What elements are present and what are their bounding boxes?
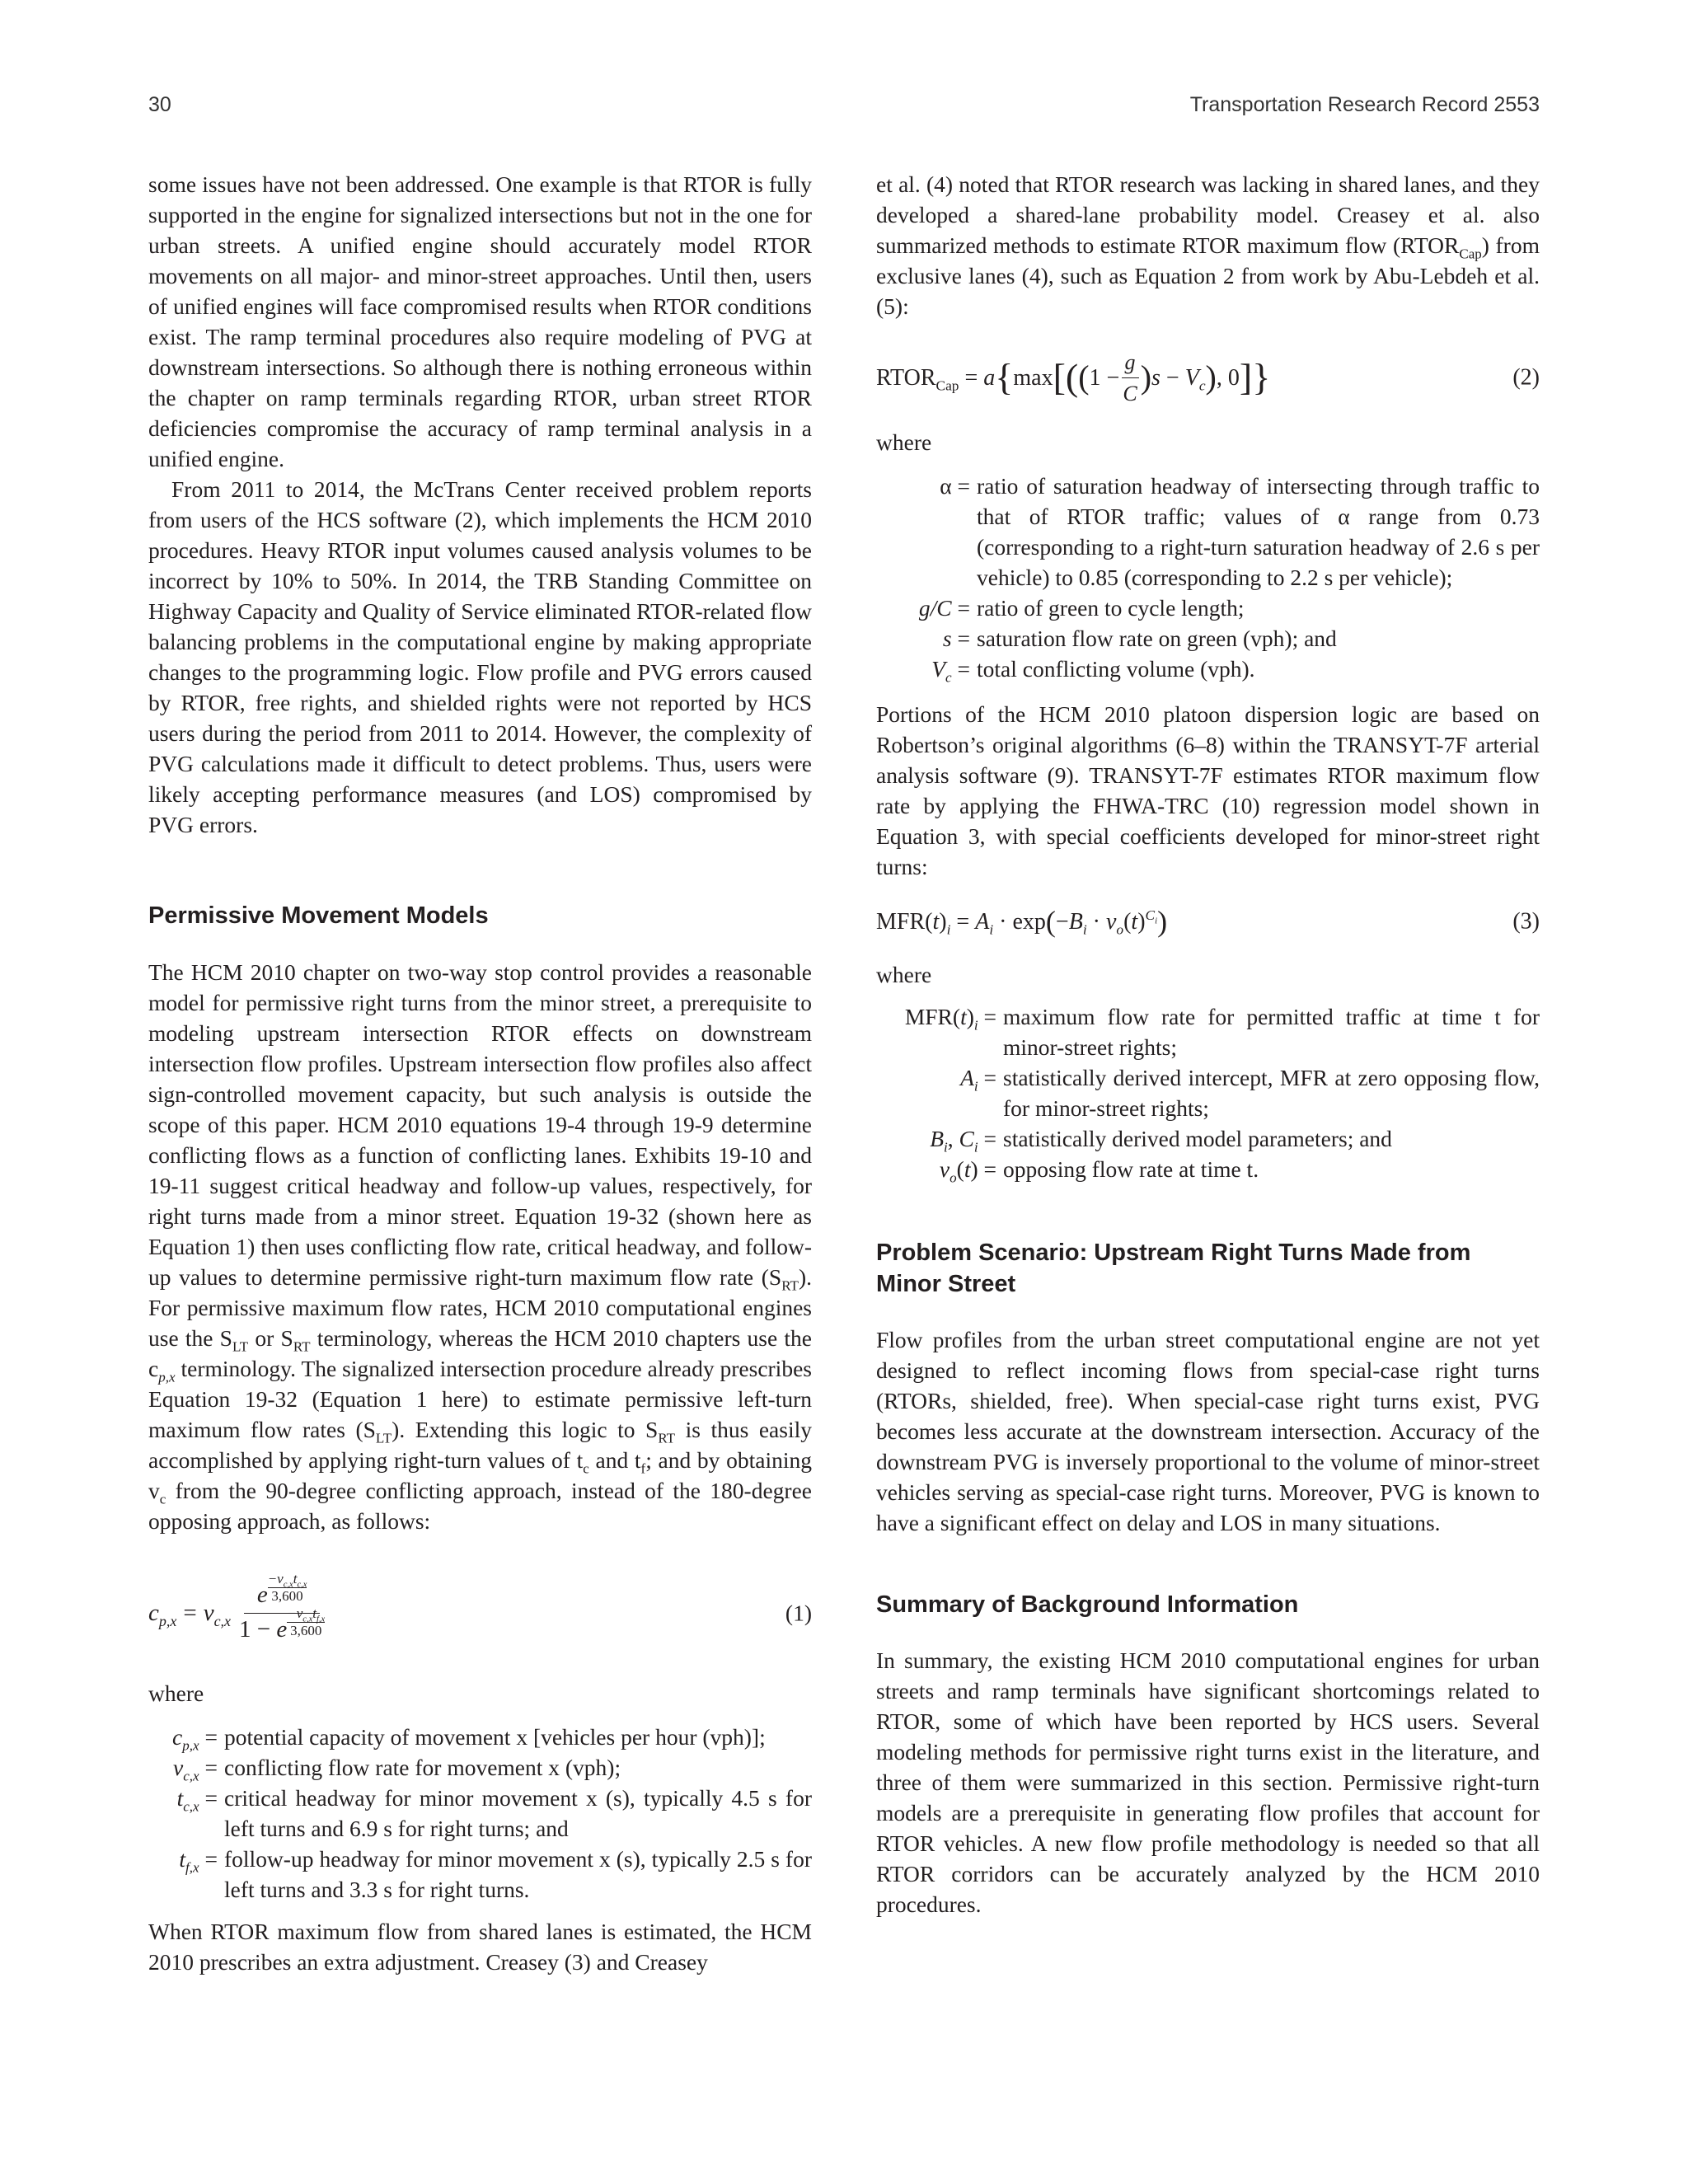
section-heading-permissive: Permissive Movement Models xyxy=(148,902,489,929)
where-label-3: where xyxy=(876,962,932,987)
page-number: 30 xyxy=(148,93,171,116)
equation-2-number: (2) xyxy=(1512,364,1540,391)
journal-title: Transportation Research Record 2553 xyxy=(1189,93,1540,116)
left-paragraph-2: From 2011 to 2014, the McTrans Center received problem reports from users of the HCS software (2), which implements the HCM 2010 procedures. Heavy RTOR input volumes caused analysis volumes to be incorrect by 10% to 50%. In 2014, the TRB Standing Committee on Highway Capacity and Quality of Service eliminated RTOR-related flow balancing problems in the computational engine by making appropriate changes to the programming logic. Flow profile and PVG errors caused by RTOR, free rights, and shielded rights were not reported by HCS users during the period from 2011 to 2014. However, the complexity of PVG calculations made it difficult to detect problems. Thus, users were likely accepting performance measures (and LOS) compromised by PVG errors. xyxy=(148,476,812,837)
equation-1-number: (1) xyxy=(785,1600,812,1626)
definition-row: $V_c$ = total conflicting volume (vph). xyxy=(931,656,1255,686)
equation-1: $c_{p,x}$ = $v_{c,x}$ e $-v_{c,x}t_{c,x}$ 3,600 1 − e $-v_{c,x}t_{f,x}$ 3,600 (1) xyxy=(148,1570,812,1643)
definition-row: $MFR(t)_i$ = maximum flow rate for permitted traffic at time t for minor-street rights; xyxy=(904,1004,1540,1060)
right-column xyxy=(876,169,1540,1919)
right-paragraph-4: In summary, the existing HCM 2010 computational engines for urban streets and ramp terminals have significant shortcomings related to RTOR, some of which have been reported by HCS users. Several modeling methods for permissive right turns exist in the literature, and three of them were summarized in this section. Permissive right-turn models are a prerequisite in generating flow profiles that account for RTOR vehicles. A new flow profile methodology is needed so that all RTOR corridors can be accurately analyzed by the HCM 2010 procedures. xyxy=(876,1647,1540,1917)
variable-definitions-3 xyxy=(899,1001,1540,1184)
where-label-1: where xyxy=(148,1680,204,1706)
definition-row: $A_i$ = statistically derived intercept, MFR at zero opposing flow, for minor-street rights; xyxy=(960,1065,1540,1121)
right-paragraph-3: Flow profiles from the urban street computational engine are not yet designed to reflect incoming flows from special-case right turns (RTORs, shielded, free). When special-case right turns exist, PVG becomes less accurate at the downstream intersection. Accuracy of the downstream PVG is inversely proportional to the volume of minor-street vehicles serving as special-case right turns. Moreover, PVG is known to have a significant effect on delay and LOS in many situations. xyxy=(876,1327,1540,1535)
definition-row: $B_i$, $C_i$ = statistically derived model parameters; and xyxy=(930,1126,1392,1155)
definition-row: $v_o(t)$ = opposing flow rate at time t. xyxy=(939,1156,1259,1186)
where-label-2: where xyxy=(876,429,932,455)
left-paragraph-3: The HCM 2010 chapter on two-way stop control provides a reasonable model for permissive right turns from the minor street, a prerequisite to modeling upstream intersection RTOR effects on downstream intersection flow profiles. Upstream intersection flow profiles also affect sign-controlled movement capacity, but such analysis is outside the scope of this paper. HCM 2010 equations 19-4 through 19-9 determine conflicting flows as a function of conflicting lanes. Exhibits 19-10 and 19-11 suggest critical headway and follow-up values, respectively, for right turns made from a minor street. Equation 19-32 (shown here as Equation 1) then uses conflicting flow rate, critical headway, and follow-up values to determine permissive right-turn maximum flow rate $(S_{RT})$. For permissive maximum flow rates, HCM 2010 computational engines use the $S_{LT}$ or $S_{RT}$ terminology, whereas the HCM 2010 chapters use the $c_{p,x}$ terminology. The signalized intersection procedure already prescribes Equation 19-32 (Equation 1 here) to estimate permissive left-turn maximum flow rates $(S_{LT})$. Extending this logic to $S_{RT}$ is thus easily accomplished by applying right-turn values of $t_c$ and $t_f$; and by obtaining $v_c$ from the 90-degree conflicting approach, instead of the 180-degree opposing approach, as follows: xyxy=(148,959,812,1534)
left-paragraph-4: When RTOR maximum flow from shared lanes is estimated, the HCM 2010 prescribes an extra adjustment. Creasey (3) and Creasey xyxy=(148,1919,812,1975)
definition-row: $t_{c,x}$ = critical headway for minor movement x (s), typically 4.5 s for left turns and 6.9 s for right turns; and xyxy=(176,1785,812,1841)
left-column xyxy=(148,169,812,1977)
definition-row: g/C = ratio of green to cycle length; xyxy=(918,595,1245,621)
definition-row: α = ratio of saturation headway of intersecting through traffic to that of RTOR traffic; values of α range from 0.73 (corresponding to a right-turn saturation headway of 2.6 s per vehicle) to 0.85 (corresponding to 2.2 s per vehicle); xyxy=(940,473,1540,590)
definition-row: s = saturation flow rate on green (vph); and xyxy=(942,626,1337,651)
definition-row: $c_{p,x}$ = potential capacity of movement x [vehicles per hour (vph)]; xyxy=(172,1724,766,1754)
equation-3: $MFR(t)_i = A_i \cdot \exp$ ( $-B_i \cdot v_o(t)^{C_i}$ ) (3) xyxy=(876,904,1540,938)
variable-definitions-1 xyxy=(171,1722,812,1905)
equation-2: $RTOR_{Cap} = a$ { max [( ( 1 − $\frac{g}{C}$ ) $s - V_c$ ) , 0 ]} (2) xyxy=(876,344,1540,410)
definition-row: $v_{c,x}$ = conflicting flow rate for movement x (vph); xyxy=(173,1755,621,1784)
variable-definitions-2 xyxy=(899,471,1540,684)
equation-3-number: (3) xyxy=(1512,908,1540,935)
section-heading-summary: Summary of Background Information xyxy=(876,1591,1299,1618)
definition-row: $t_{f,x}$ = follow-up headway for minor movement x (s), typically 2.5 s for left turns and 3.3 s for right turns. xyxy=(179,1846,812,1902)
section-heading-problem-scenario: Problem Scenario: Upstream Right Turns Made from Minor Street xyxy=(876,1240,1471,1297)
right-paragraph-2: Portions of the HCM 2010 platoon dispersion logic are based on Robertson’s original algorithms (6–8) within the TRANSYT-7F arterial analysis software (9). TRANSYT-7F estimates RTOR maximum flow rate by applying the FHWA-TRC (10) regression model shown in Equation 3, with special coefficients developed for minor-street right turns: xyxy=(876,701,1540,879)
right-paragraph-1: et al. (4) noted that RTOR research was lacking in shared lanes, and they developed a shared-lane probability model. Creasey et al. also summarized methods to estimate RTOR maximum flow $(RTOR_{Cap})$ from exclusive lanes (4), such as Equation 2 from work by Abu-Lebdeh et al. (5): xyxy=(876,171,1540,319)
left-paragraph-1: some issues have not been addressed. One example is that RTOR is fully supported in the engine for signalized intersections but not in the one for urban streets. A unified engine should accurately model RTOR movements on all major- and minor-street approaches. Until then, users of unified engines will face compromised results when RTOR conditions exist. The ramp terminal procedures also require modeling of PVG at downstream intersections. So although there is nothing erroneous within the chapter on ramp terminals regarding RTOR, urban street RTOR deficiencies compromise the accuracy of ramp terminal analysis in a unified engine. xyxy=(148,171,812,471)
